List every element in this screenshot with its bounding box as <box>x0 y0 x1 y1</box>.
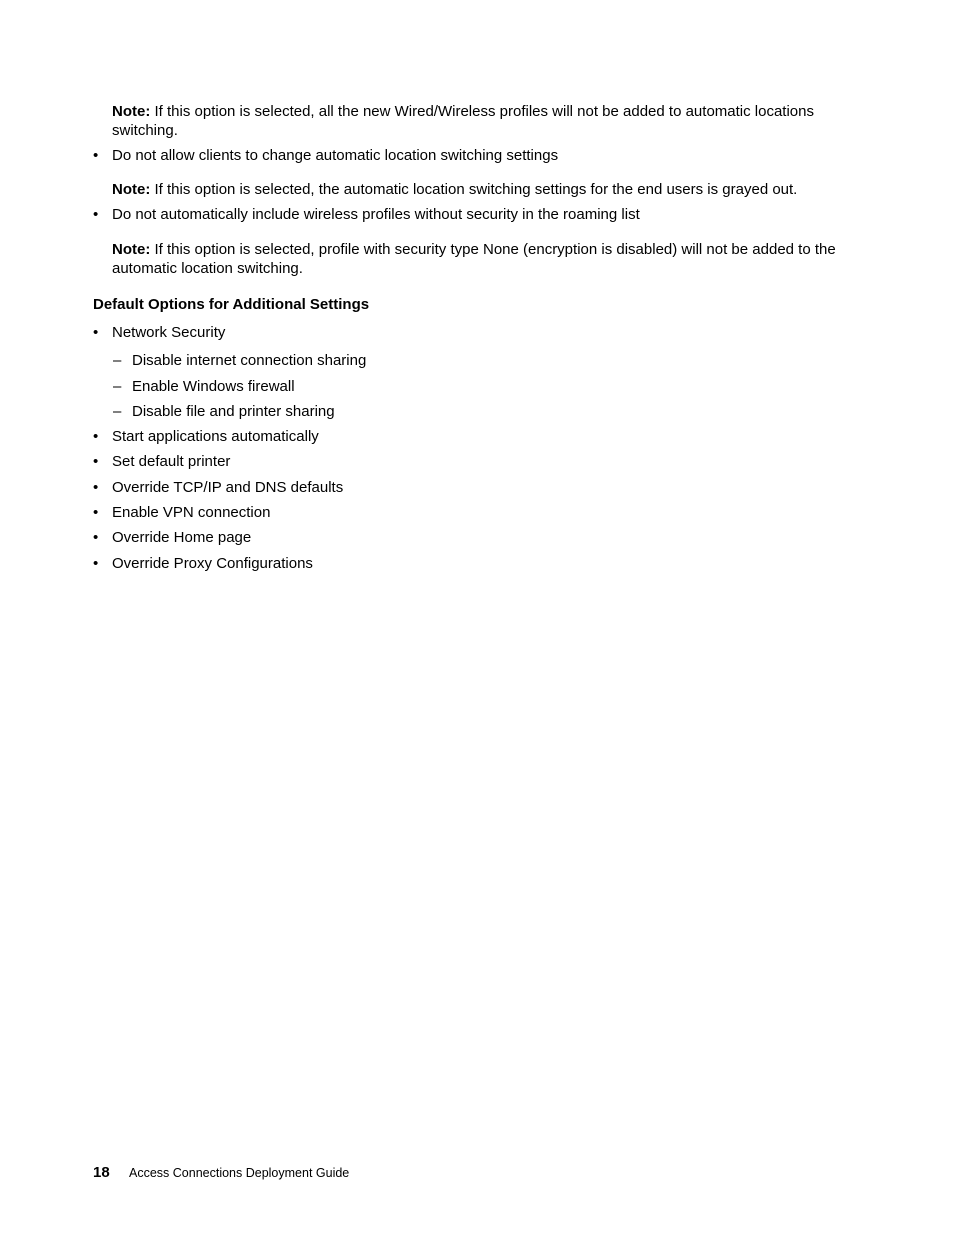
bullet-mark: • <box>93 555 99 572</box>
note-paragraph <box>112 102 852 140</box>
list-item-text: Override Home page <box>112 529 252 546</box>
list-item-text: Network Security <box>112 324 226 341</box>
list-item-text: Override TCP/IP and DNS defaults <box>112 479 344 496</box>
bullet-mark: • <box>93 479 99 496</box>
sub-list-item-text: Disable file and printer sharing <box>132 403 335 420</box>
sub-list-item <box>113 402 335 421</box>
list-item-text: Set default printer <box>112 453 231 470</box>
bullet-mark: • <box>93 206 99 223</box>
list-item-text: Override Proxy Configurations <box>112 555 313 572</box>
list-item-text: Do not allow clients to change automatic location switching settings <box>112 147 559 164</box>
dash-mark: – <box>113 403 122 420</box>
note-text: If this option is selected, the automatic location switching settings for the end users is grayed out. <box>154 181 798 198</box>
sub-list-item <box>113 377 295 396</box>
bullet-mark: • <box>93 324 99 341</box>
list-item <box>93 528 251 547</box>
note-label: Note: <box>112 181 151 198</box>
footer-doc-title: Access Connections Deployment Guide <box>129 1166 350 1180</box>
list-item-text: Do not automatically include wireless profiles without security in the roaming list <box>112 206 640 223</box>
bullet-mark: • <box>93 428 99 445</box>
bullet-mark: • <box>93 504 99 521</box>
bullet-mark: • <box>93 453 99 470</box>
sub-list-item-text: Disable internet connection sharing <box>132 352 367 369</box>
list-item <box>93 452 230 471</box>
note-label: Note: <box>112 103 151 120</box>
note-paragraph <box>112 240 852 278</box>
page-number: 18 <box>93 1164 110 1181</box>
dash-mark: – <box>113 378 122 395</box>
section-heading: Default Options for Additional Settings <box>93 296 370 313</box>
list-item-text: Start applications automatically <box>112 428 319 445</box>
sub-list-item <box>113 351 366 370</box>
list-item-text: Enable VPN connection <box>112 504 271 521</box>
note-text: If this option is selected, all the new Wired/Wireless profiles will not be added to automatic locations switching. <box>112 103 814 139</box>
page-footer <box>93 1163 349 1183</box>
bullet-mark: • <box>93 147 99 164</box>
note-paragraph <box>112 180 852 199</box>
list-item <box>93 478 343 497</box>
note-text: If this option is selected, profile with security type None (encryption is disabled) will not be added to the automatic location switching. <box>112 241 836 277</box>
list-item <box>93 205 640 224</box>
list-item <box>93 427 319 446</box>
bullet-mark: • <box>93 529 99 546</box>
list-item <box>93 503 270 522</box>
dash-mark: – <box>113 352 122 369</box>
list-item <box>93 554 313 573</box>
note-label: Note: <box>112 241 151 258</box>
sub-list-item-text: Enable Windows firewall <box>132 378 295 395</box>
list-item <box>93 323 225 342</box>
list-item <box>93 146 558 165</box>
